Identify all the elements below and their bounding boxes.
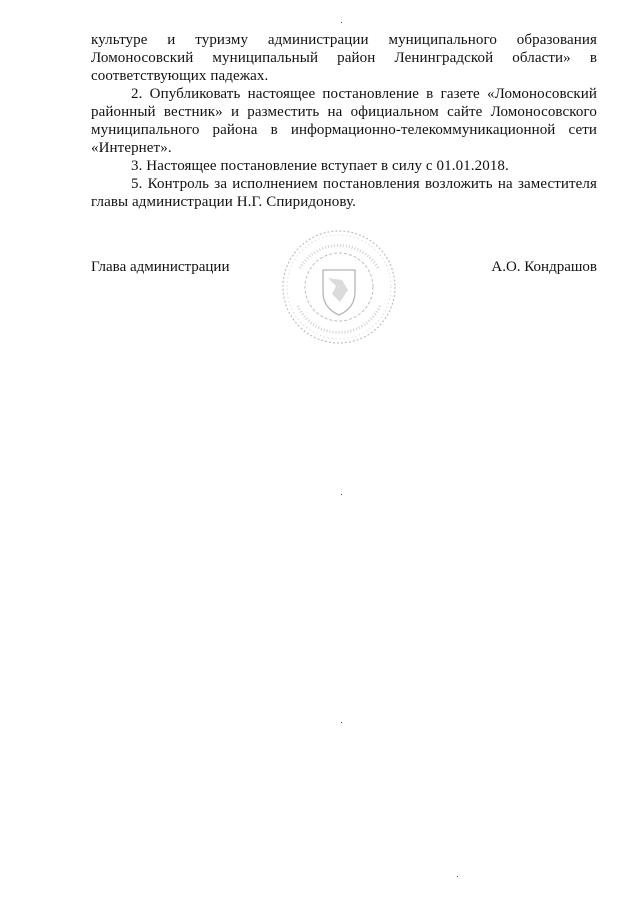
scan-speck — [341, 494, 342, 495]
official-seal-icon — [280, 228, 398, 346]
document-body — [91, 31, 597, 211]
scan-speck — [341, 722, 342, 723]
paragraph-control: 5. Контроль за исполнением постановления возложить на заместителя главы администрации Н.Г. Спиридонову. — [91, 176, 597, 210]
paragraph-publish: 2. Опубликовать настоящее постановление в газете «Ломоносовский районный вестник» и разместить на официальном сайте Ломоносовского муниципального района в информационно-телекоммуникационной сети «Интернет». — [91, 86, 597, 156]
scan-speck — [341, 22, 342, 23]
signature-position: Глава администрации — [91, 259, 230, 275]
paragraph-effective-date: 3. Настоящее постановление вступает в силу с 01.01.2018. — [131, 158, 509, 174]
signature-name: А.О. Кондрашов — [491, 259, 597, 275]
paragraph-continuation: культуре и туризму администрации муниципального образования Ломоносовский муниципальный район Ленинградской области» в соответствующих падежах. — [91, 32, 597, 84]
scan-speck — [457, 876, 458, 877]
